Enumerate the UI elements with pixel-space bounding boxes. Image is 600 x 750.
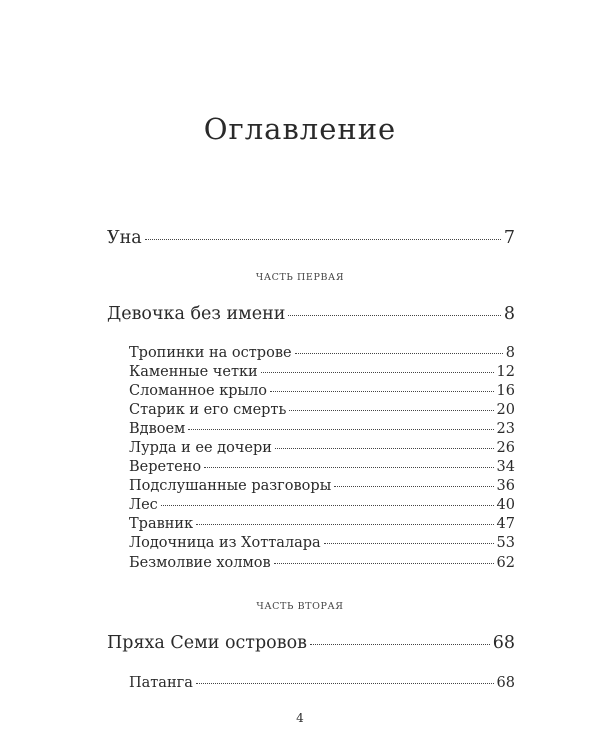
toc-entry-page: 12 [496,364,515,380]
toc-entry-page: 16 [496,383,515,399]
toc-entry-title: Травник [129,516,194,532]
dot-leader [270,391,494,392]
toc-entry-page: 68 [492,633,515,653]
toc-entry-page: 62 [496,555,515,571]
toc-entry-title: Лурда и ее дочери [129,440,272,456]
toc-entry-title: Веретено [129,459,202,475]
dot-leader [275,448,494,449]
toc-entry-title: Лес [129,497,158,513]
toc-entry [107,633,515,653]
toc-entry-page: 23 [496,421,515,437]
dot-leader [196,683,494,684]
toc-entry-title: Тропинки на острове [129,345,292,361]
toc-entry-title: Вдвоем [129,421,186,437]
toc-subentry [129,364,515,380]
toc-entry-page: 8 [503,304,515,324]
dot-leader [274,563,494,564]
dot-leader [145,239,501,240]
toc-subentry [129,421,515,437]
toc-entry-title: Каменные четки [129,364,258,380]
part-heading: ЧАСТЬ ПЕРВАЯ [255,272,345,283]
toc-entry-page: 34 [496,459,515,475]
dot-leader [295,353,503,354]
toc-subentry [129,535,515,551]
dot-leader [261,372,494,373]
toc-subentry [129,440,515,456]
toc-subentry [129,402,515,418]
toc-subentry [129,516,515,532]
toc-entry-page: 36 [496,478,515,494]
page-number: 4 [296,711,304,725]
toc-subentry [129,497,515,513]
toc-entry-title: Сломанное крыло [129,383,268,399]
toc-entry-page: 68 [496,675,515,691]
dot-leader [288,315,500,316]
toc-entry-title: Старик и его смерть [129,402,287,418]
toc-entry-page: 40 [496,497,515,513]
toc-subentry [129,459,515,475]
page-title: Оглавление [203,112,397,146]
toc-entry [107,228,515,248]
part-heading: ЧАСТЬ ВТОРАЯ [256,601,344,612]
dot-leader [204,467,493,468]
toc-entry-page: 8 [505,345,515,361]
toc-entry-title: Уна [107,228,142,248]
dot-leader [188,429,493,430]
toc-entry [107,304,515,324]
toc-entry-title: Патанга [129,675,193,691]
toc-subentry [129,555,515,571]
toc-entry-page: 20 [496,402,515,418]
toc-entry-title: Лодочница из Хотталара [129,535,321,551]
toc-entry-title: Подслушанные разговоры [129,478,332,494]
dot-leader [196,524,493,525]
toc-entry-page: 47 [496,516,515,532]
toc-subentry [129,675,515,691]
dot-leader [324,543,494,544]
toc-entry-title: Пряха Семи островов [107,633,307,653]
toc-entry-title: Безмолвие холмов [129,555,271,571]
toc-entry-page: 53 [496,535,515,551]
dot-leader [334,486,493,487]
toc-entry-title: Девочка без имени [107,304,286,324]
dot-leader [161,505,494,506]
toc-subentry [129,345,515,361]
toc-subentry [129,383,515,399]
toc-subentry [129,478,515,494]
toc-entry-page: 26 [496,440,515,456]
dot-leader [289,410,493,411]
dot-leader [310,644,490,645]
toc-entry-page: 7 [503,228,515,248]
